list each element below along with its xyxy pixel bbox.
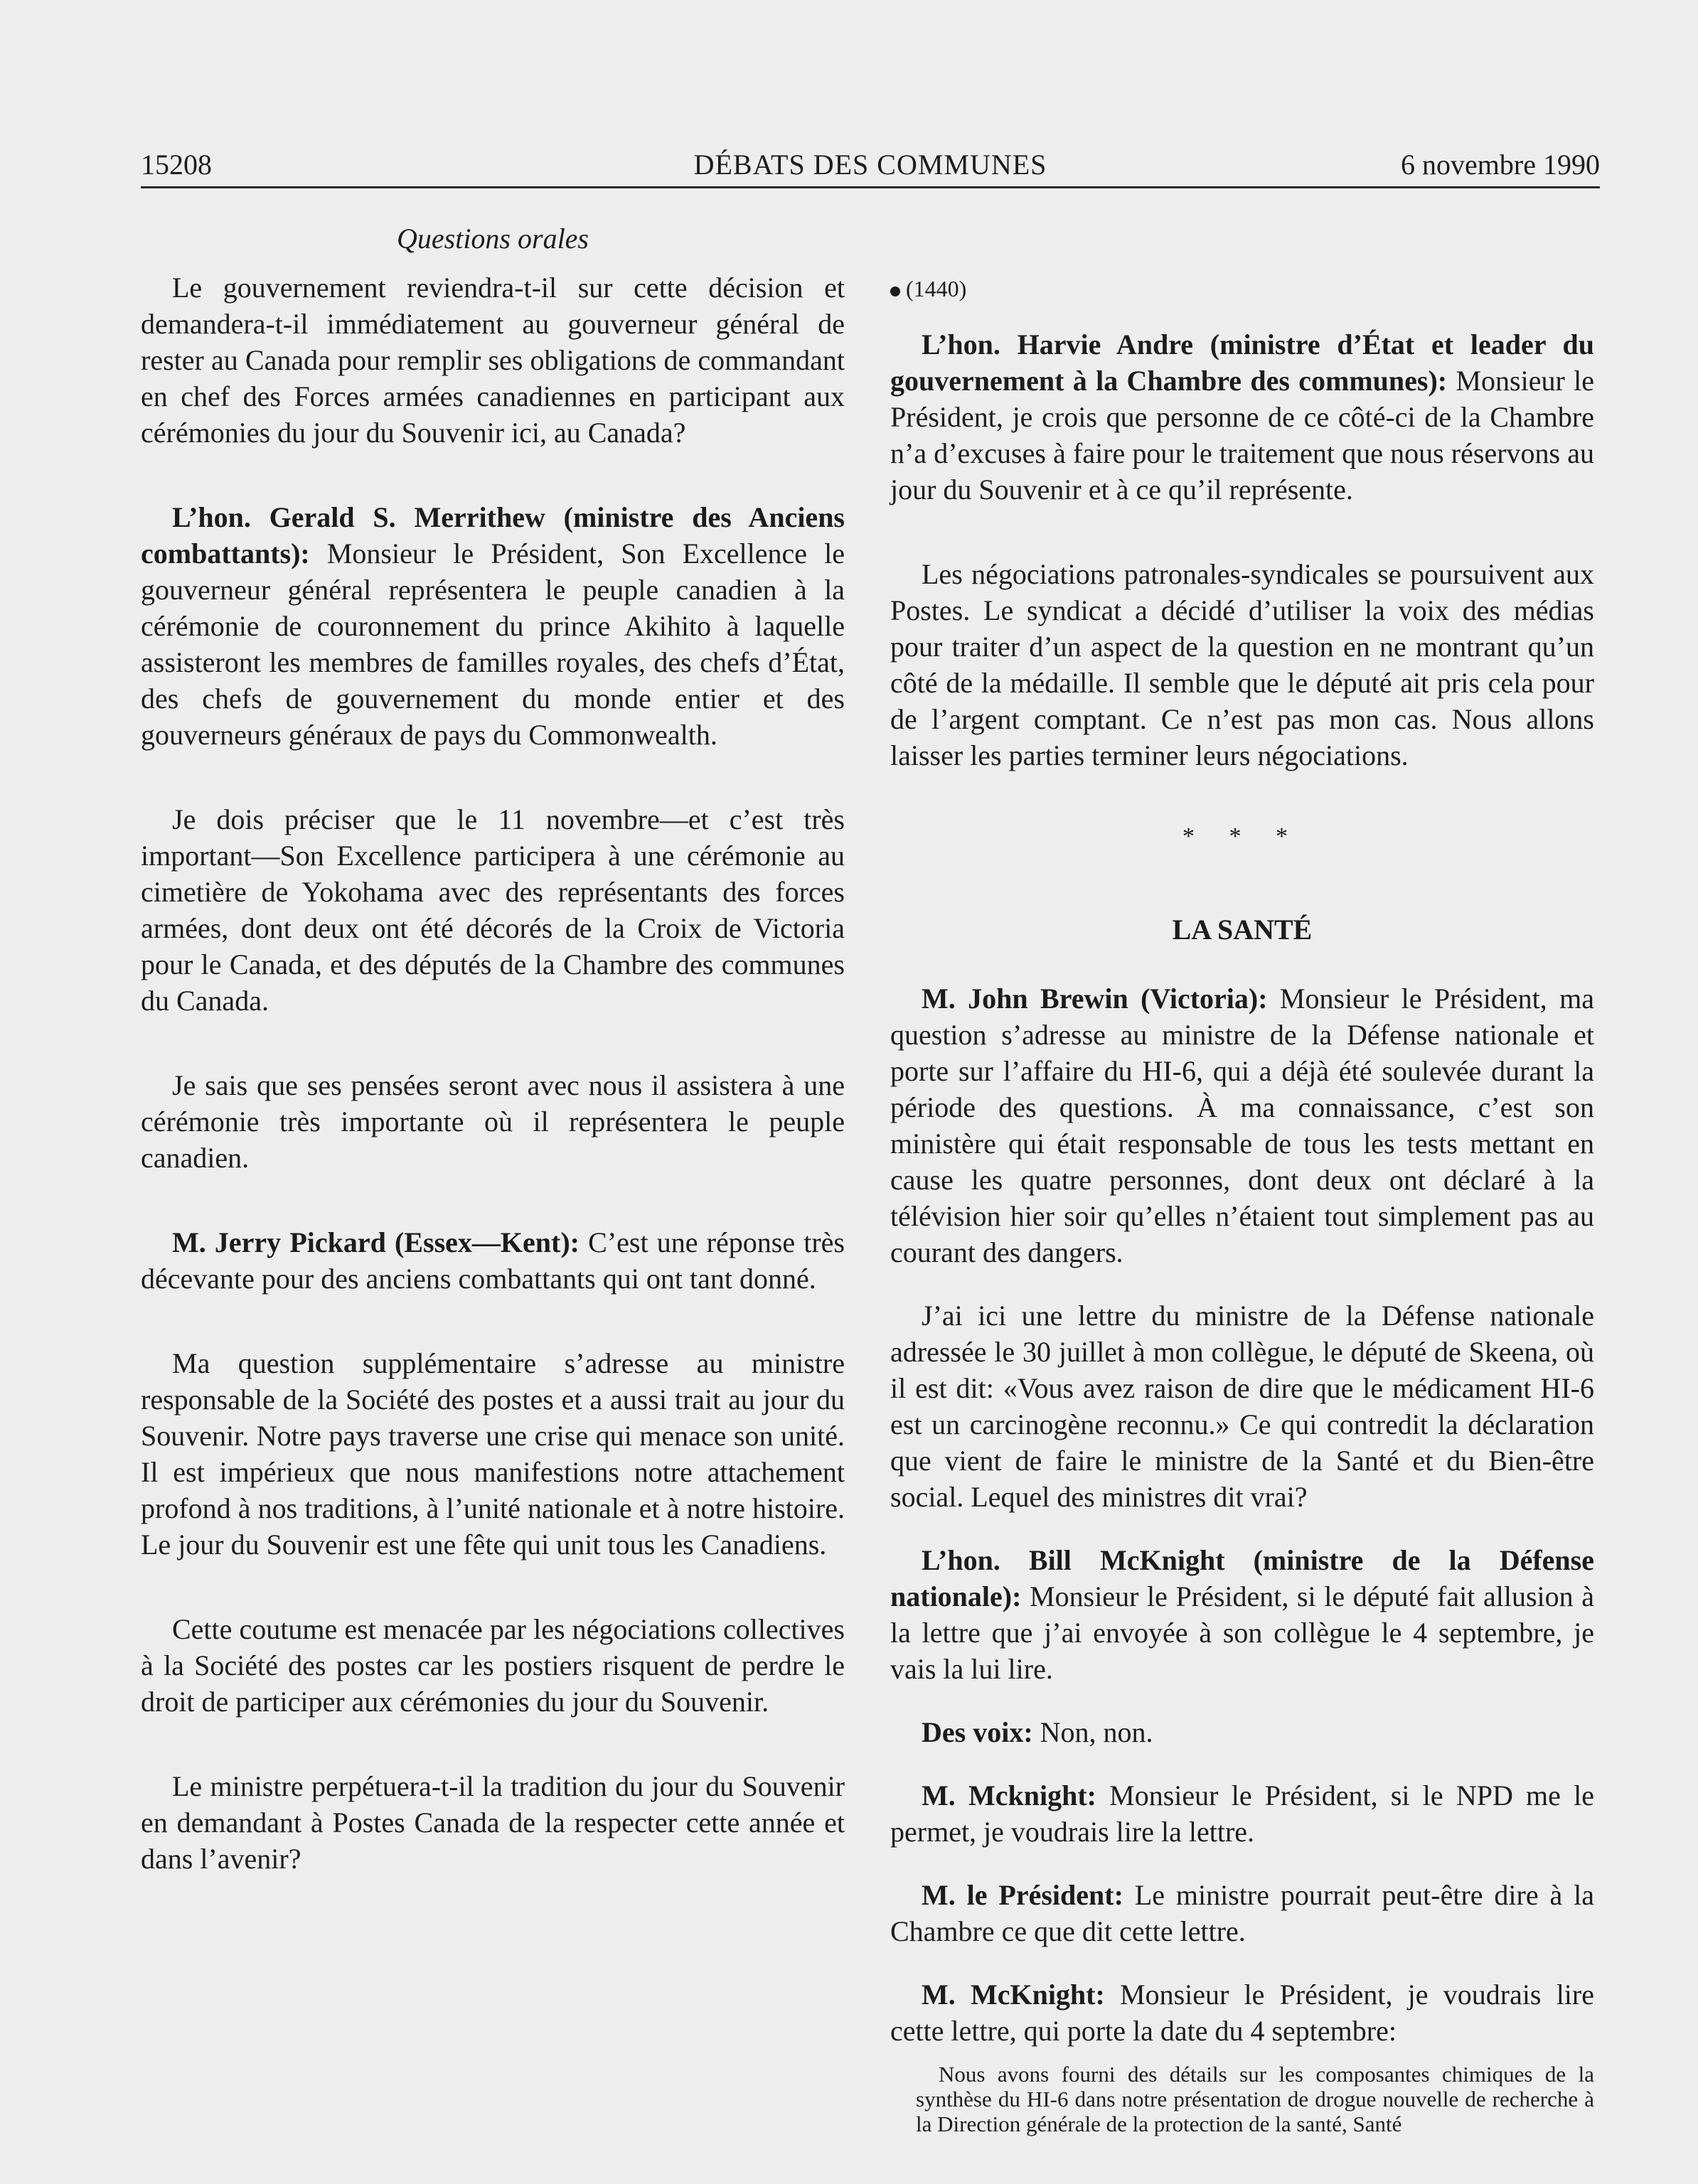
speaker-name: M. Mcknight: (922, 1779, 1096, 1811)
speaker-name: L’hon. Gerald S. Merrithew (ministre des Anciens combattants): (141, 501, 845, 569)
time-marker-text: (1440) (906, 276, 967, 301)
left-column (141, 213, 845, 1925)
speech-text: Monsieur le Président, ma question s’adresse au ministre de la Défense nationale et porte sur l’affaire du HI-6, qui a déjà été soulevée durant la période des questions. À ma connaissance, c’est son ministère qui était responsable de tous les tests mettant en cause les quatre personnes, dont deux ont déclaré à la télévision hier soir qu’elles n’étaient tout simplement pas au courant des dangers. (890, 983, 1595, 1268)
paragraph (890, 1714, 1594, 1750)
speech-text: Monsieur le Président, je voudrais lire cette lettre, qui porte la date du 4 septembre: (890, 1979, 1594, 2047)
paragraph (890, 326, 1594, 508)
paragraph: Le ministre perpétuera-t-il la tradition du jour du Souvenir en demandant à Postes Canada de la respecter cette année et dans l’avenir? (141, 1770, 845, 1875)
section-separator: * * * (1182, 823, 1302, 850)
speaker-name: L’hon. Bill McKnight (ministre de la Défense nationale): (890, 1544, 1594, 1612)
publication-title: DÉBATS DES COMMUNES (693, 149, 1047, 181)
speech-text: Le ministre pourrait peut-être dire à la Chambre ce que dit cette lettre. (890, 1879, 1594, 1947)
speech-text: Monsieur le Président, si le NPD me le permet, je voudrais lire la lettre. (890, 1779, 1594, 1848)
paragraph: Cette coutume est menacée par les négociations collectives à la Société des postes car les postiers risquent de perdre le droit de participer aux cérémonies du jour du Souvenir. (141, 1613, 845, 1718)
letter-quote: Nous avons fourni des détails sur les composantes chimiques de la synthèse du HI-6 dans notre présentation de drogue nouvelle de recherche à la Direction générale de la protection de la santé, Santé (916, 2062, 1594, 2136)
speaker-name: M. John Brewin (Victoria): (922, 983, 1268, 1015)
section-title: Questions orales (397, 223, 589, 255)
speech-text: Non, non. (1032, 1716, 1153, 1748)
speaker-name: Des voix: (922, 1716, 1033, 1748)
speaker-name: M. Jerry Pickard (Essex—Kent): (172, 1226, 580, 1258)
page-header (141, 142, 1600, 188)
paragraph: Ma question supplémentaire s’adresse au ministre responsable de la Société des postes et a aussi trait au jour du Souvenir. Notre pays traverse une crise qui menace son unité. Il est impérieux que nous manifestions notre attachement profond à nos traditions, à l’unité nationale et à notre histoire. Le jour du Souvenir est une fête qui unit tous les Canadiens. (141, 1347, 845, 1561)
speaker-name: M. McKnight: (922, 1979, 1105, 2011)
bullet-icon (890, 287, 900, 296)
speech-text: Monsieur le Président, Son Excellence le gouverneur général représentera le peuple canadien à la cérémonie de couronnement du prince Akihito à laquelle assisteront les membres de familles royales, des chefs d’État, des chefs de gouvernement du monde entier et des gouverneurs généraux de pays du Commonwealth. (141, 537, 845, 751)
paragraph: Les négociations patronales-syndicales se poursuivent aux Postes. Le syndicat a décidé d’utiliser la voix des médias pour traiter d’un aspect de la question en ne montrant qu’un côté de la médaille. Il semble que le député ait pris cela pour de l’argent comptant. Ce n’est pas mon cas. Nous allons laisser les parties terminer leurs négociations. (890, 558, 1594, 771)
paragraph (890, 980, 1594, 1270)
time-marker (890, 276, 1594, 302)
paragraph: Je dois préciser que le 11 novembre—et c’est très important—Son Excellence participera à une cérémonie au cimetière de Yokohama avec des représentants des forces armées, dont deux ont été décorés de la Croix de Victoria pour le Canada, et des députés de la Chambre des communes du Canada. (141, 803, 845, 1017)
paragraph (890, 1777, 1594, 1850)
speaker-name: L’hon. Harvie Andre (ministre d’État et leader du gouvernement à la Chambre des communes): (890, 328, 1594, 397)
right-column (890, 213, 1594, 2136)
page-number: 15208 (141, 149, 212, 181)
section-heading: LA SANTÉ (1172, 914, 1313, 946)
paragraph (890, 1542, 1594, 1687)
paragraph: Je sais que ses pensées seront avec nous il assistera à une cérémonie très importante où il représentera le peuple canadien. (141, 1069, 845, 1174)
paragraph: Le gouvernement reviendra-t-il sur cette décision et demandera-t-il immédiatement au gouverneur général de rester au Canada pour remplir ses obligations de commandant en chef des Forces armées canadiennes en participant aux cérémonies du jour du Souvenir ici, au Canada? (141, 272, 845, 449)
paragraph (890, 1877, 1594, 1949)
paragraph: J’ai ici une lettre du ministre de la Défense nationale adressée le 30 juillet à mon collègue, le député de Skeena, où il est dit: «Vous avez raison de dire que le médicament HI-6 est un carcinogène reconnu.» Ce qui contredit la déclaration que vient de faire le ministre de la Santé et du Bien-être social. Lequel des ministres dit vrai? (890, 1300, 1594, 1513)
paragraph (141, 1224, 845, 1297)
speech-text: C’est une réponse très décevante pour des anciens combattants qui ont tant donné. (141, 1226, 845, 1295)
speaker-name: M. le Président: (922, 1879, 1123, 1911)
paragraph (890, 1976, 1594, 2049)
paragraph (141, 499, 845, 753)
speech-text: Monsieur le Président, si le député fait allusion à la lettre que j’ai envoyée à son collègue le 4 septembre, je vais la lui lire. (890, 1580, 1594, 1685)
publication-date: 6 novembre 1990 (1401, 149, 1600, 181)
speech-text: Monsieur le Président, je crois que personne de ce côté-ci de la Chambre n’a d’excuses à faire pour le traitement que nous réservons au jour du Souvenir et à ce qu’il représente. (890, 365, 1594, 505)
